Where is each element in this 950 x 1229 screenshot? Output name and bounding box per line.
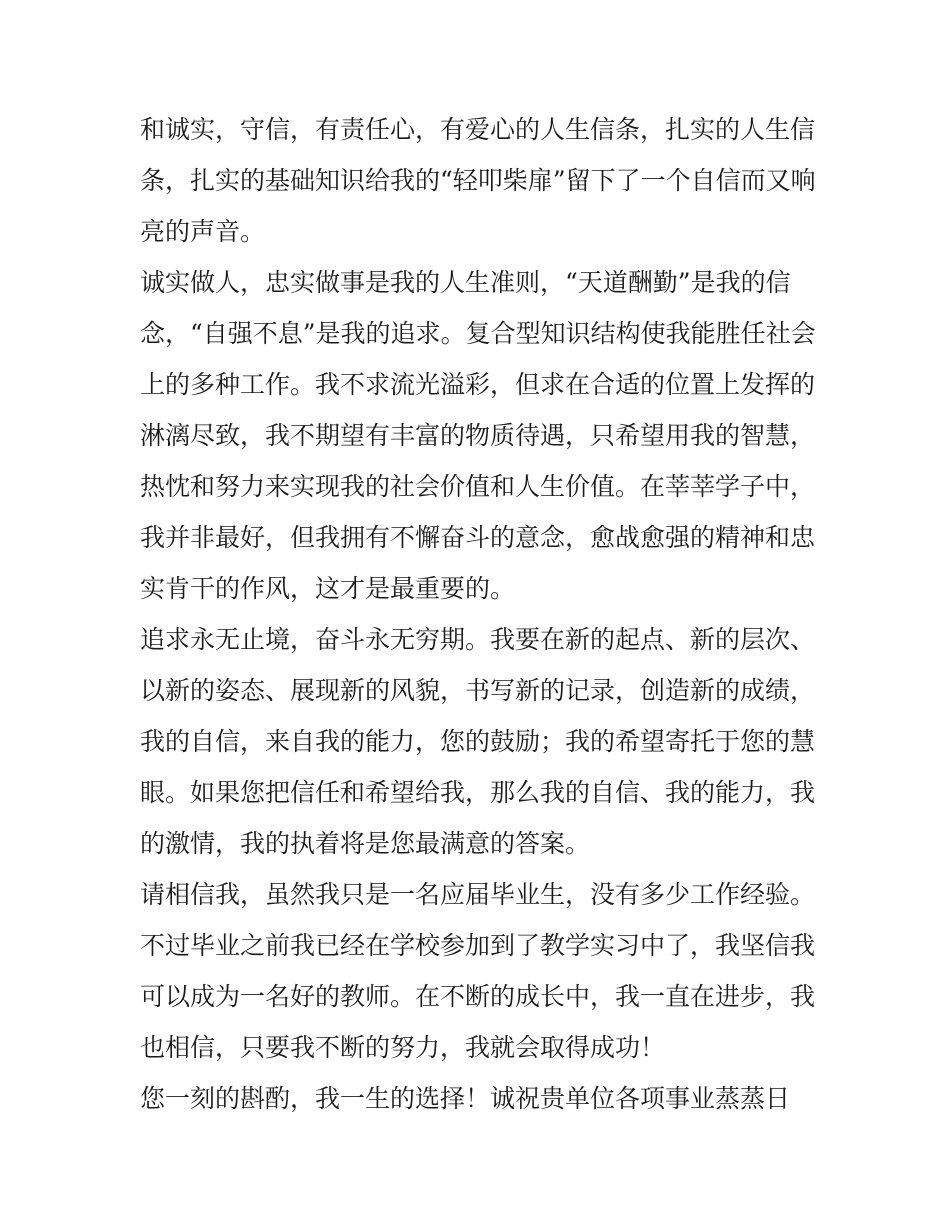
text-line: 以新的姿态、展现新的风貌，书写新的记录，创造新的成绩， [140,676,816,705]
text-line: 我并非最好，但我拥有不懈奋斗的意念，愈战愈强的精神和忠 [140,523,816,552]
text-line: 您一刻的斟酌，我一生的选择！诚祝贵单位各项事业蒸蒸日 [140,1084,791,1113]
text-line: 和诚实，守信，有责任心，有爱心的人生信条，扎实的人生信 [140,115,816,144]
text-line: 追求永无止境，奋斗永无穷期。我要在新的起点、新的层次、 [140,625,816,654]
text-line: 眼。如果您把信任和希望给我，那么我的自信、我的能力，我 [140,778,816,807]
text-line: 上的多种工作。我不求流光溢彩，但求在合适的位置上发挥的 [140,370,816,399]
text-line: 实肯干的作风，这才是最重要的。 [140,574,516,603]
text-line: 不过毕业之前我已经在学校参加到了教学实习中了，我坚信我 [140,931,816,960]
text-line: 念，“自强不息”是我的追求。复合型知识结构使我能胜任社会 [140,319,816,348]
text-line: 可以成为一名好的教师。在不断的成长中，我一直在进步，我 [140,982,816,1011]
document-body [140,104,820,1124]
text-line: 也相信，只要我不断的努力，我就会取得成功！ [140,1033,666,1062]
text-line: 亮的声音。 [140,217,266,246]
text-line: 淋漓尽致，我不期望有丰富的物质待遇，只希望用我的智慧， [140,421,816,450]
text-line: 我的自信，来自我的能力，您的鼓励；我的希望寄托于您的慧 [140,727,816,756]
text-line: 热忱和努力来实现我的社会价值和人生价值。在莘莘学子中， [140,472,816,501]
text-line: 条，扎实的基础知识给我的“轻叩柴扉”留下了一个自信而又响 [140,166,816,195]
text-line: 的激情，我的执着将是您最满意的答案。 [140,829,591,858]
text-line: 请相信我，虽然我只是一名应届毕业生，没有多少工作经验。 [140,880,816,909]
text-line: 诚实做人，忠实做事是我的人生准则，“天道酬勤”是我的信 [140,268,791,297]
